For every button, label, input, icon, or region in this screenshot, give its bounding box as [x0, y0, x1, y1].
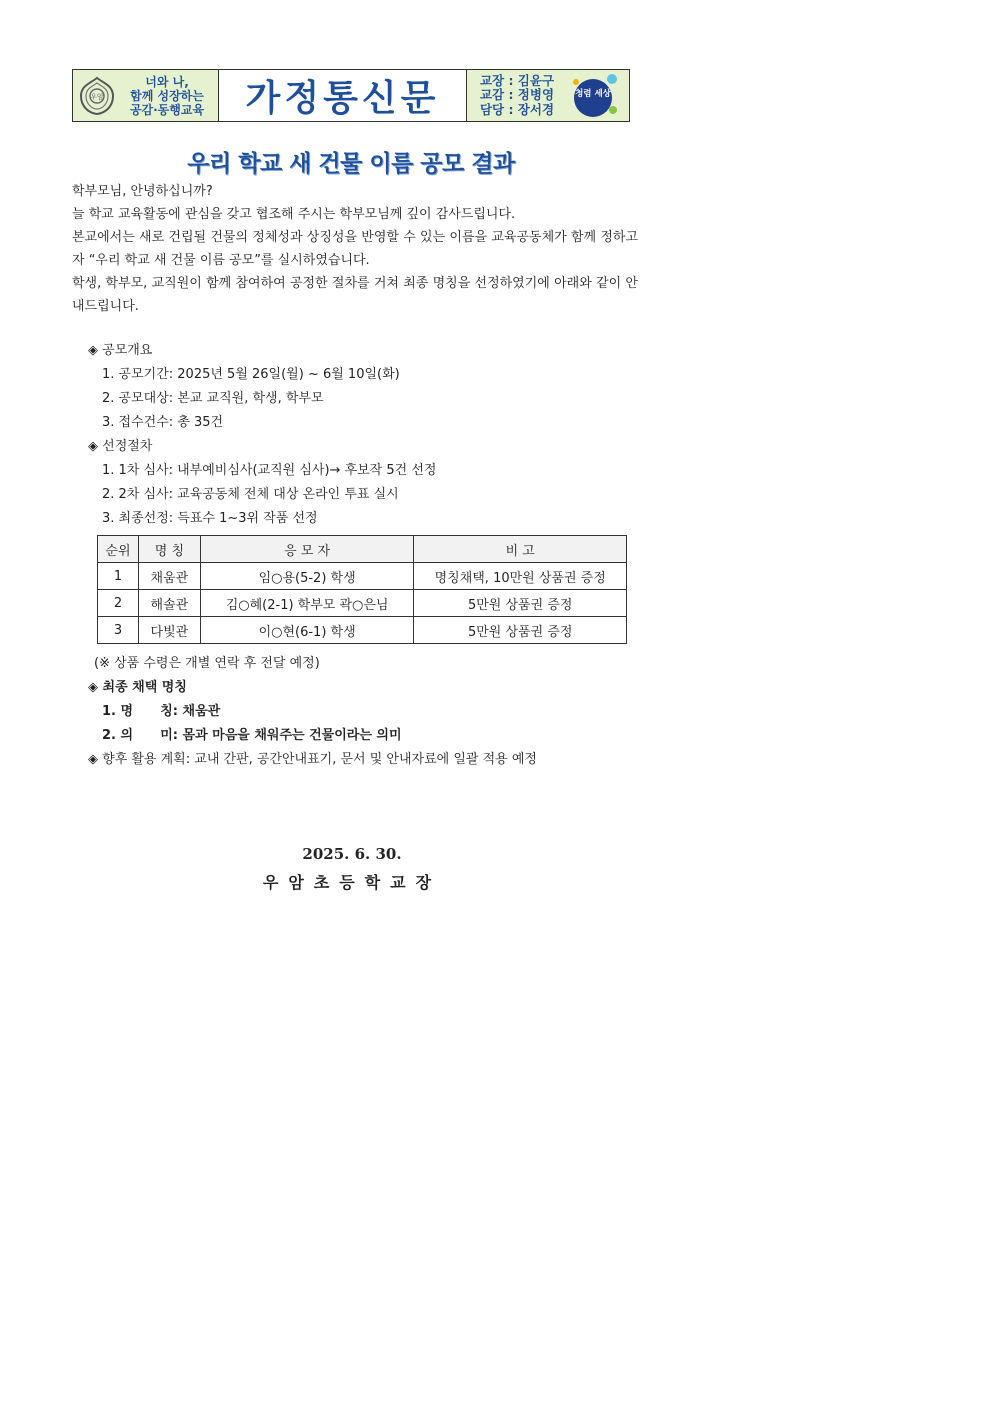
cell-rank: 2 — [98, 590, 139, 617]
final-heading: ◈ 최종 채택 명칭 — [88, 680, 187, 695]
table-header-row — [98, 536, 627, 563]
slogan-line: 너와 나, — [145, 74, 189, 89]
contest-details — [72, 339, 638, 531]
intro-paragraph: 학부모님, 안녕하십니까? — [72, 184, 213, 199]
cell-remarks: 5만원 상품권 증정 — [414, 617, 627, 644]
cell-rank: 1 — [98, 563, 139, 590]
overview-item: 2. 공모대상: 본교 교직원, 학생, 학부모 — [102, 391, 324, 406]
header-rank: 순위 — [98, 536, 139, 563]
staff-panel — [467, 70, 629, 121]
procedure-item: 2. 2차 심사: 교육공동체 전체 대상 온라인 투표 실시 — [102, 487, 399, 502]
intro-paragraph: 학생, 학부모, 교직원이 함께 참여하여 공정한 절차를 거쳐 최종 명칭을 선정하였기에 아래와 같이 안내드립니다. — [72, 276, 638, 314]
overview-item: 3. 접수건수: 총 35건 — [102, 415, 224, 430]
final-item: 1. 명 칭: 채움관 — [102, 704, 221, 719]
intro-paragraph: 본교에서는 새로 건립될 건물의 정체성과 상징성을 반영할 수 있는 이름을 교육공동체가 함께 정하고자 “우리 학교 새 건물 이름 공모”를 실시하였습니다. — [72, 230, 638, 268]
slogan-text — [116, 75, 218, 117]
intro-paragraph: 늘 학교 교육활동에 관심을 갖고 협조해 주시는 학부모님께 깊이 감사드립니다. — [72, 207, 516, 222]
overview-heading: ◈ 공모개요 — [88, 343, 153, 358]
header-remarks: 비 고 — [414, 536, 627, 563]
cell-applicant: 김○혜(2-1) 학부모 곽○은님 — [200, 590, 414, 617]
issue-date: 2025. 6. 30. — [302, 845, 402, 863]
table-row — [98, 617, 627, 644]
procedure-item: 1. 1차 심사: 내부예비심사(교직원 심사)→ 후보작 5건 선정 — [102, 463, 437, 478]
cell-rank: 3 — [98, 617, 139, 644]
table-row — [98, 563, 627, 590]
header-applicant: 응 모 자 — [200, 536, 414, 563]
slogan-line: 공감·동행교육 — [129, 102, 205, 117]
newsletter-title: 가정통신문 — [219, 70, 467, 121]
slogan-panel — [73, 70, 219, 121]
staff-vice-principal: 교감 : 정병영 — [479, 87, 555, 103]
emblem-text: 우암 — [90, 92, 104, 101]
cell-remarks: 5만원 상품권 증정 — [414, 590, 627, 617]
header-name: 명 칭 — [138, 536, 200, 563]
document-title: 우리 학교 새 건물 이름 공모 결과 — [187, 151, 515, 177]
integrity-logo-icon — [567, 71, 623, 121]
cell-name: 해솔관 — [138, 590, 200, 617]
cell-name: 채움관 — [138, 563, 200, 590]
newsletter-header — [72, 69, 630, 122]
school-emblem-icon — [78, 76, 116, 116]
intro-text — [72, 180, 638, 318]
table-row — [98, 590, 627, 617]
staff-list — [467, 74, 567, 118]
slogan-line: 함께 성장하는 — [130, 88, 204, 103]
cell-name: 다빛관 — [138, 617, 200, 644]
procedure-item: 3. 최종선정: 득표수 1~3위 작품 선정 — [102, 511, 318, 526]
principal-signature: 우암초등학교장 — [262, 873, 442, 892]
prize-note: (※ 상품 수령은 개별 연락 후 전달 예정) — [94, 656, 320, 671]
results-table — [97, 535, 627, 644]
staff-principal: 교장 : 김윤구 — [479, 72, 555, 88]
logo-text: 청렴 세상 — [575, 88, 611, 99]
final-item: 2. 의 미: 몸과 마음을 채워주는 건물이라는 의미 — [102, 728, 402, 743]
cell-remarks: 명칭채택, 10만원 상품권 증정 — [414, 563, 627, 590]
cell-applicant: 임○용(5-2) 학생 — [200, 563, 414, 590]
procedure-heading: ◈ 선정절차 — [88, 439, 153, 454]
cell-applicant: 이○현(6-1) 학생 — [200, 617, 414, 644]
final-section — [72, 652, 638, 772]
future-plan: ◈ 향후 활용 계획: 교내 간판, 공간안내표기, 문서 및 안내자료에 일괄 적용 예정 — [88, 752, 537, 767]
overview-item: 1. 공모기간: 2025년 5월 26일(월) ~ 6월 10일(화) — [102, 367, 400, 382]
staff-manager: 담당 : 장서경 — [479, 101, 555, 117]
